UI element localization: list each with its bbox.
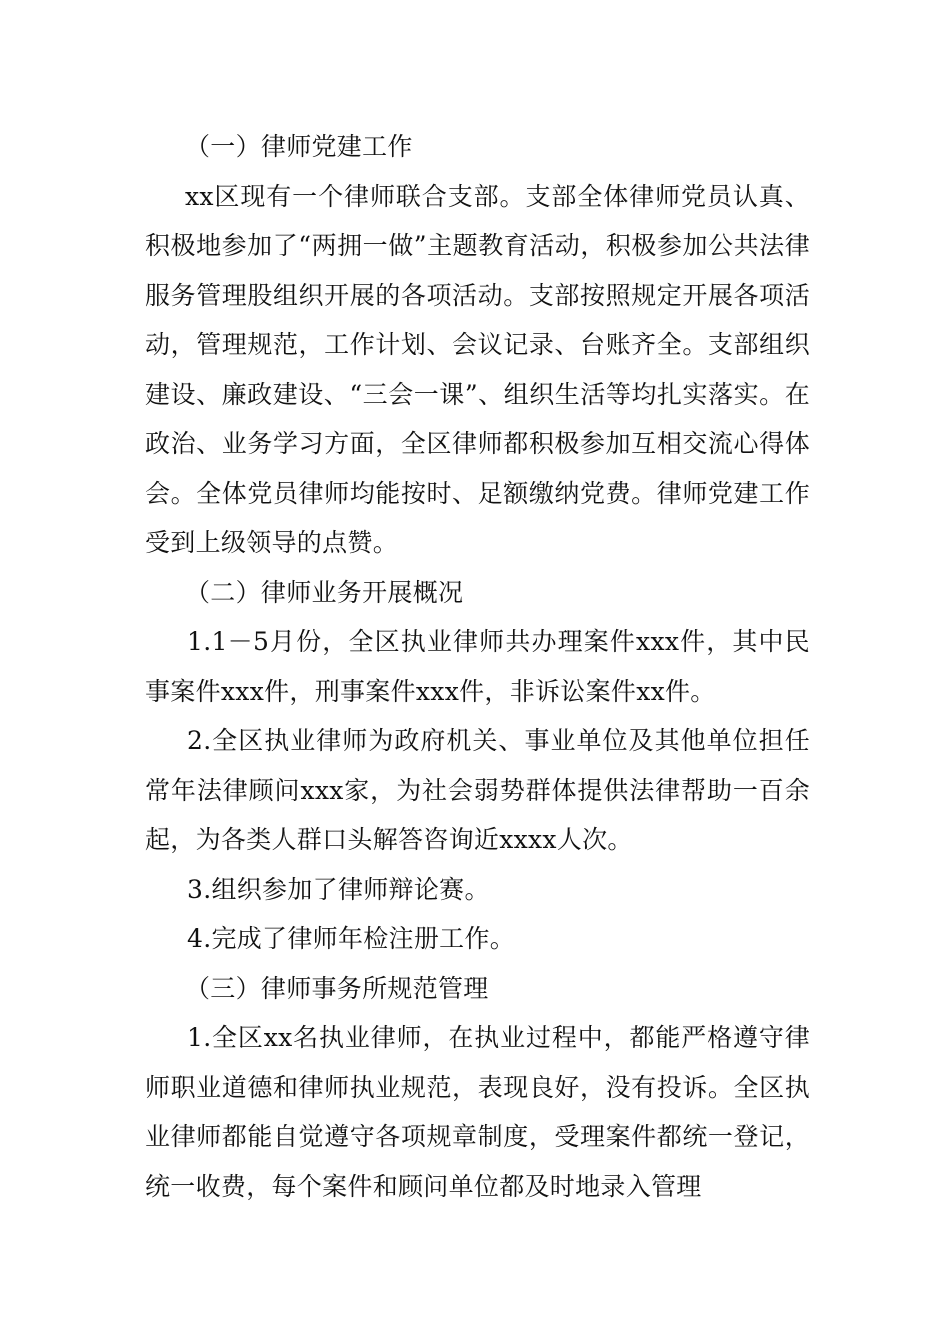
section-heading-firm-management: （三）律师事务所规范管理	[185, 973, 489, 1003]
party-building-paragraph: xx区现有一个律师联合支部。支部全体律师党员认真、积极地参加了“两拥一做”主题教育活动，积极参加公共法律服务管理股组织开展的各项活动。支部按照规定开展各项活动，管理规范，工作计划、会议记录、台账齐全。支部组织建设、廉政建设、“三会一课”、组织生活等均扎实落实。在政治、业务学习方面，全区律师都积极参加互相交流心得体会。全体党员律师均能按时、足额缴纳党费。律师党建工作受到上级领导的点赞。	[145, 181, 810, 557]
business-item-3: 3.组织参加了律师辩论赛。	[187, 874, 490, 904]
business-item-1: 1.1－5月份，全区执业律师共办理案件xxx件，其中民事案件xxx件，刑事案件xxx件，非诉讼案件xx件。	[145, 627, 810, 706]
section-heading-party-building: （一）律师党建工作	[185, 132, 413, 161]
document-body	[145, 122, 810, 1211]
section-heading-business-overview: （二）律师业务开展概况	[185, 577, 464, 607]
business-item-2: 2.全区执业律师为政府机关、事业单位及其他单位担任常年法律顾问xxx家，为社会弱势群体提供法律帮助一百余起，为各类人群口头解答咨询近xxxx人次。	[145, 726, 810, 854]
business-item-4: 4.完成了律师年检注册工作。	[187, 924, 516, 953]
firm-management-item-1: 1.全区xx名执业律师，在执业过程中，都能严格遵守律师职业道德和律师执业规范，表现良好，没有投诉。全区执业律师都能自觉遵守各项规章制度，受理案件都统一登记，统一收费，每个案件和顾问单位都及时地录入管理	[145, 1023, 810, 1201]
